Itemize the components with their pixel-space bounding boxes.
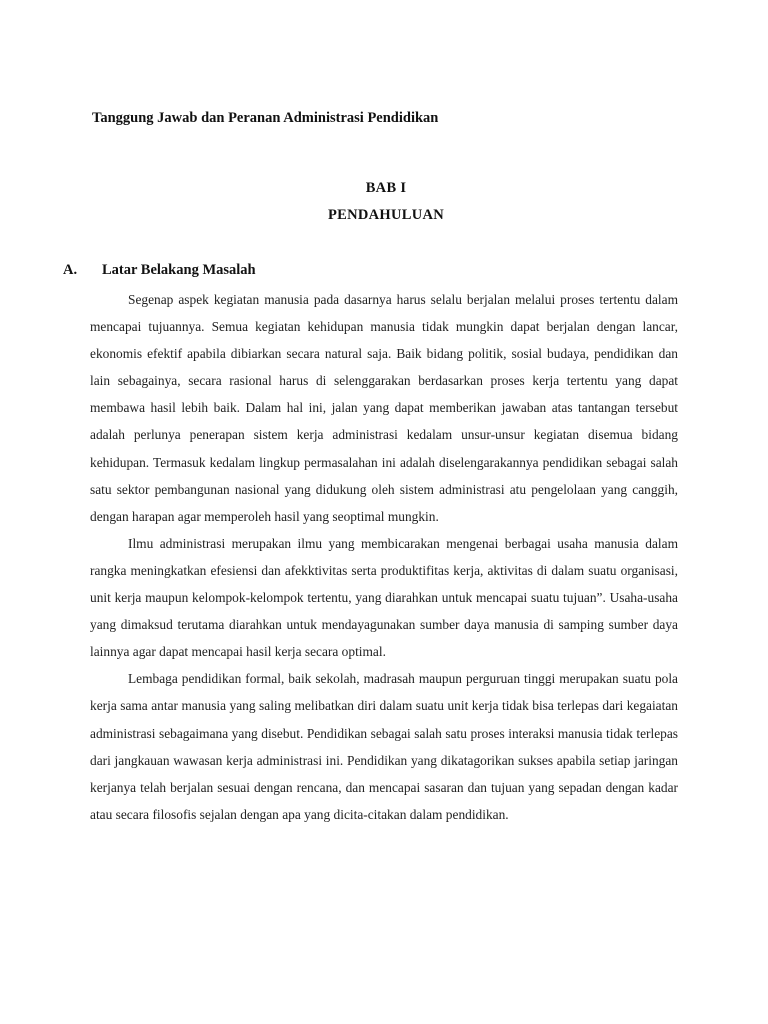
paragraph-3: Lembaga pendidikan formal, baik sekolah, madrasah maupun perguruan tinggi merupakan suatu pola kerja sama antar manusia yang saling melibatkan diri dalam suatu unit kerja tidak bisa terlepas dari kegaiatan administrasi sebagaimana yang disebut. Pendidikan sebagai salah satu proses interaksi manusia tidak terlepas dari jangkauan wawasan kerja administrasi ini. Pendidikan yang dikatagorikan sukses apabila setiap jaringan kerjanya telah berjalan sesuai dengan rencana, dan mencapai sasaran dan tujuan yang sepadan dengan kadar atau secara filosofis sejalan dengan apa yang dicita-citakan dalam pendidikan.: [90, 671, 678, 822]
section-letter: A.: [63, 262, 78, 278]
chapter-number: BAB I: [365, 180, 407, 196]
paragraph-2: Ilmu administrasi merupakan ilmu yang membicarakan mengenai berbagai usaha manusia dalam rangka meningkatkan efesiensi dan afekktivitas serta produktifitas kerja, aktivitas di dalam suatu organisasi, unit kerja maupun kelompok-kelompok tertentu, yang diarahkan untuk mencapai suatu tujuan”. Usaha-usaha yang dimaksud terutama diarahkan untuk mendayagunakan sumber daya manusia di samping sumber daya lainnya agar dapat mencapai hasil kerja secara optimal.: [90, 535, 678, 660]
body-text: [90, 286, 678, 828]
section-title: Latar Belakang Masalah: [102, 262, 256, 278]
chapter-title: PENDAHULUAN: [327, 207, 445, 223]
paragraph-1: Segenap aspek kegiatan manusia pada dasarnya harus selalu berjalan melalui proses tertentu dalam mencapai tujuannya. Semua kegiatan kehidupan manusia tidak mungkin dapat berjalan dengan lancar, ekonomis efektif apabila dibiarkan secara natural saja. Baik bidang politik, sosial budaya, pendidikan dan lain sebagainya, secara rasional harus di selenggarakan berdasarkan proses kerja tertentu yang dapat membawa hasil lebih baik. Dalam hal ini, jalan yang dapat memberikan jawaban atas tantangan tersebut adalah perlunya penerapan sistem kerja administrasi kedalam unsur-unsur kegiatan disemua bidang kehidupan. Termasuk kedalam lingkup permasalahan ini adalah diselengarakannya pendidikan sebagai salah satu sektor pembangunan nasional yang didukung oleh sistem administrasi atu pengelolaan yang canggih, dengan harapan agar memperoleh hasil yang seoptimal mungkin.: [90, 292, 678, 524]
document-title: Tanggung Jawab dan Peranan Administrasi Pendidikan: [92, 110, 439, 126]
